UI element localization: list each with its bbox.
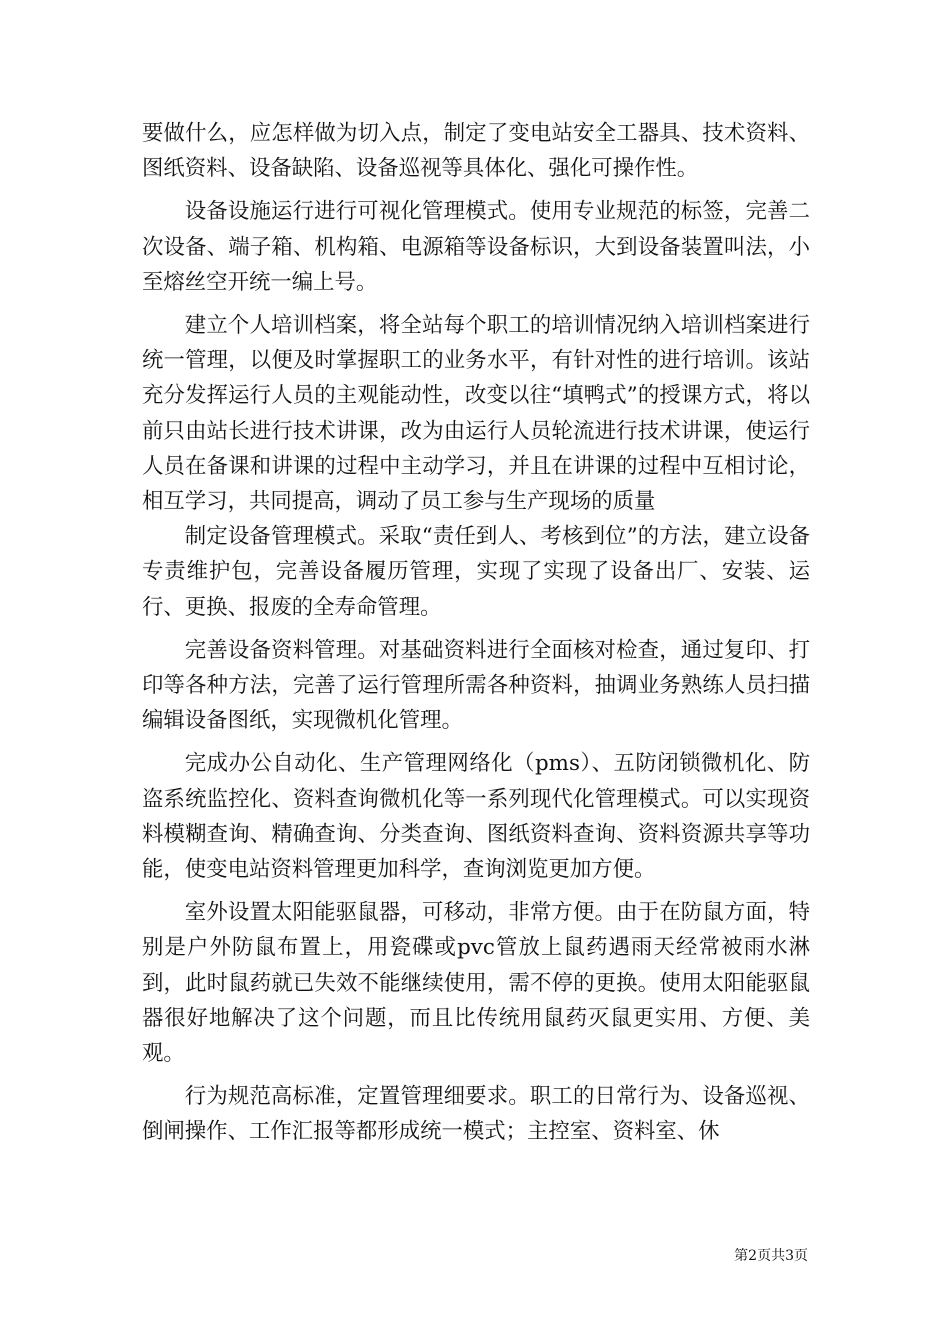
paragraph-training: 建立个人培训档案，将全站每个职工的培训情况纳入培训档案进行统一管理，以便及时掌握职工的业务水平，有针对性的进行培训。该站充分发挥运行人员的主观能动性，改变以往“填鸭式”的授课方式，将以前只由站长进行技术讲课，改为由运行人员轮流进行技术讲课，使运行人员在备课和讲课的过程中主动学习，并且在讲课的过程中互相讨论，相互学习，共同提高，调动了员工参与生产现场的质量 [142,313,810,515]
paragraph-visualization: 设备设施运行进行可视化管理模式。使用专业规范的标签，完善二次设备、端子箱、机构箱、电源箱等设备标识，大到设备装置叫法，小至熔丝空开统一编上号。 [142,199,810,295]
paragraph-equipment-management: 制定设备管理模式。采取“责任到人、考核到位”的方法，建立设备专责维护包，完善设备履历管理，实现了实现了设备出厂、安装、运行、更换、报废的全寿命管理。 [142,524,810,620]
document-body [142,116,810,1150]
paragraph-records: 完善设备资料管理。对基础资料进行全面核对检查，通过复印、打印等各种方法，完善了运行管理所需各种资料，抽调业务熟练人员扫描编辑设备图纸，实现微机化管理。 [142,637,810,734]
paragraph-rodent-control: 室外设置太阳能驱鼠器，可移动，非常方便。由于在防鼠方面，特别是户外防鼠布置上，用瓷碟或pvc管放上鼠药遇雨天经常被雨水淋到，此时鼠药就已失效不能继续使用，需不停的更换。使用太阳能驱鼠器很好地解决了这个问题，而且比传统用鼠药灭鼠更实用、方便、美观。 [142,900,810,1067]
page-number: 第2页共3页 [734,1248,808,1264]
paragraph-continuation: 要做什么，应怎样做为切入点，制定了变电站安全工器具、技术资料、图纸资料、设备缺陷、设备巡视等具体化、强化可操作性。 [142,121,810,182]
paragraph-automation: 完成办公自动化、生产管理网络化（pms）、五防闭锁微机化、防盗系统监控化、资料查询微机化等一系列现代化管理模式。可以实现资料模糊查询、精确查询、分类查询、图纸资料查询、资料资源共享等功能，使变电站资料管理更加科学，查询浏览更加方便。 [142,751,810,883]
paragraph-conduct: 行为规范高标准，定置管理细要求。职工的日常行为、设备巡视、倒闸操作、工作汇报等都形成统一模式；主控室、资料室、休 [142,1084,810,1145]
